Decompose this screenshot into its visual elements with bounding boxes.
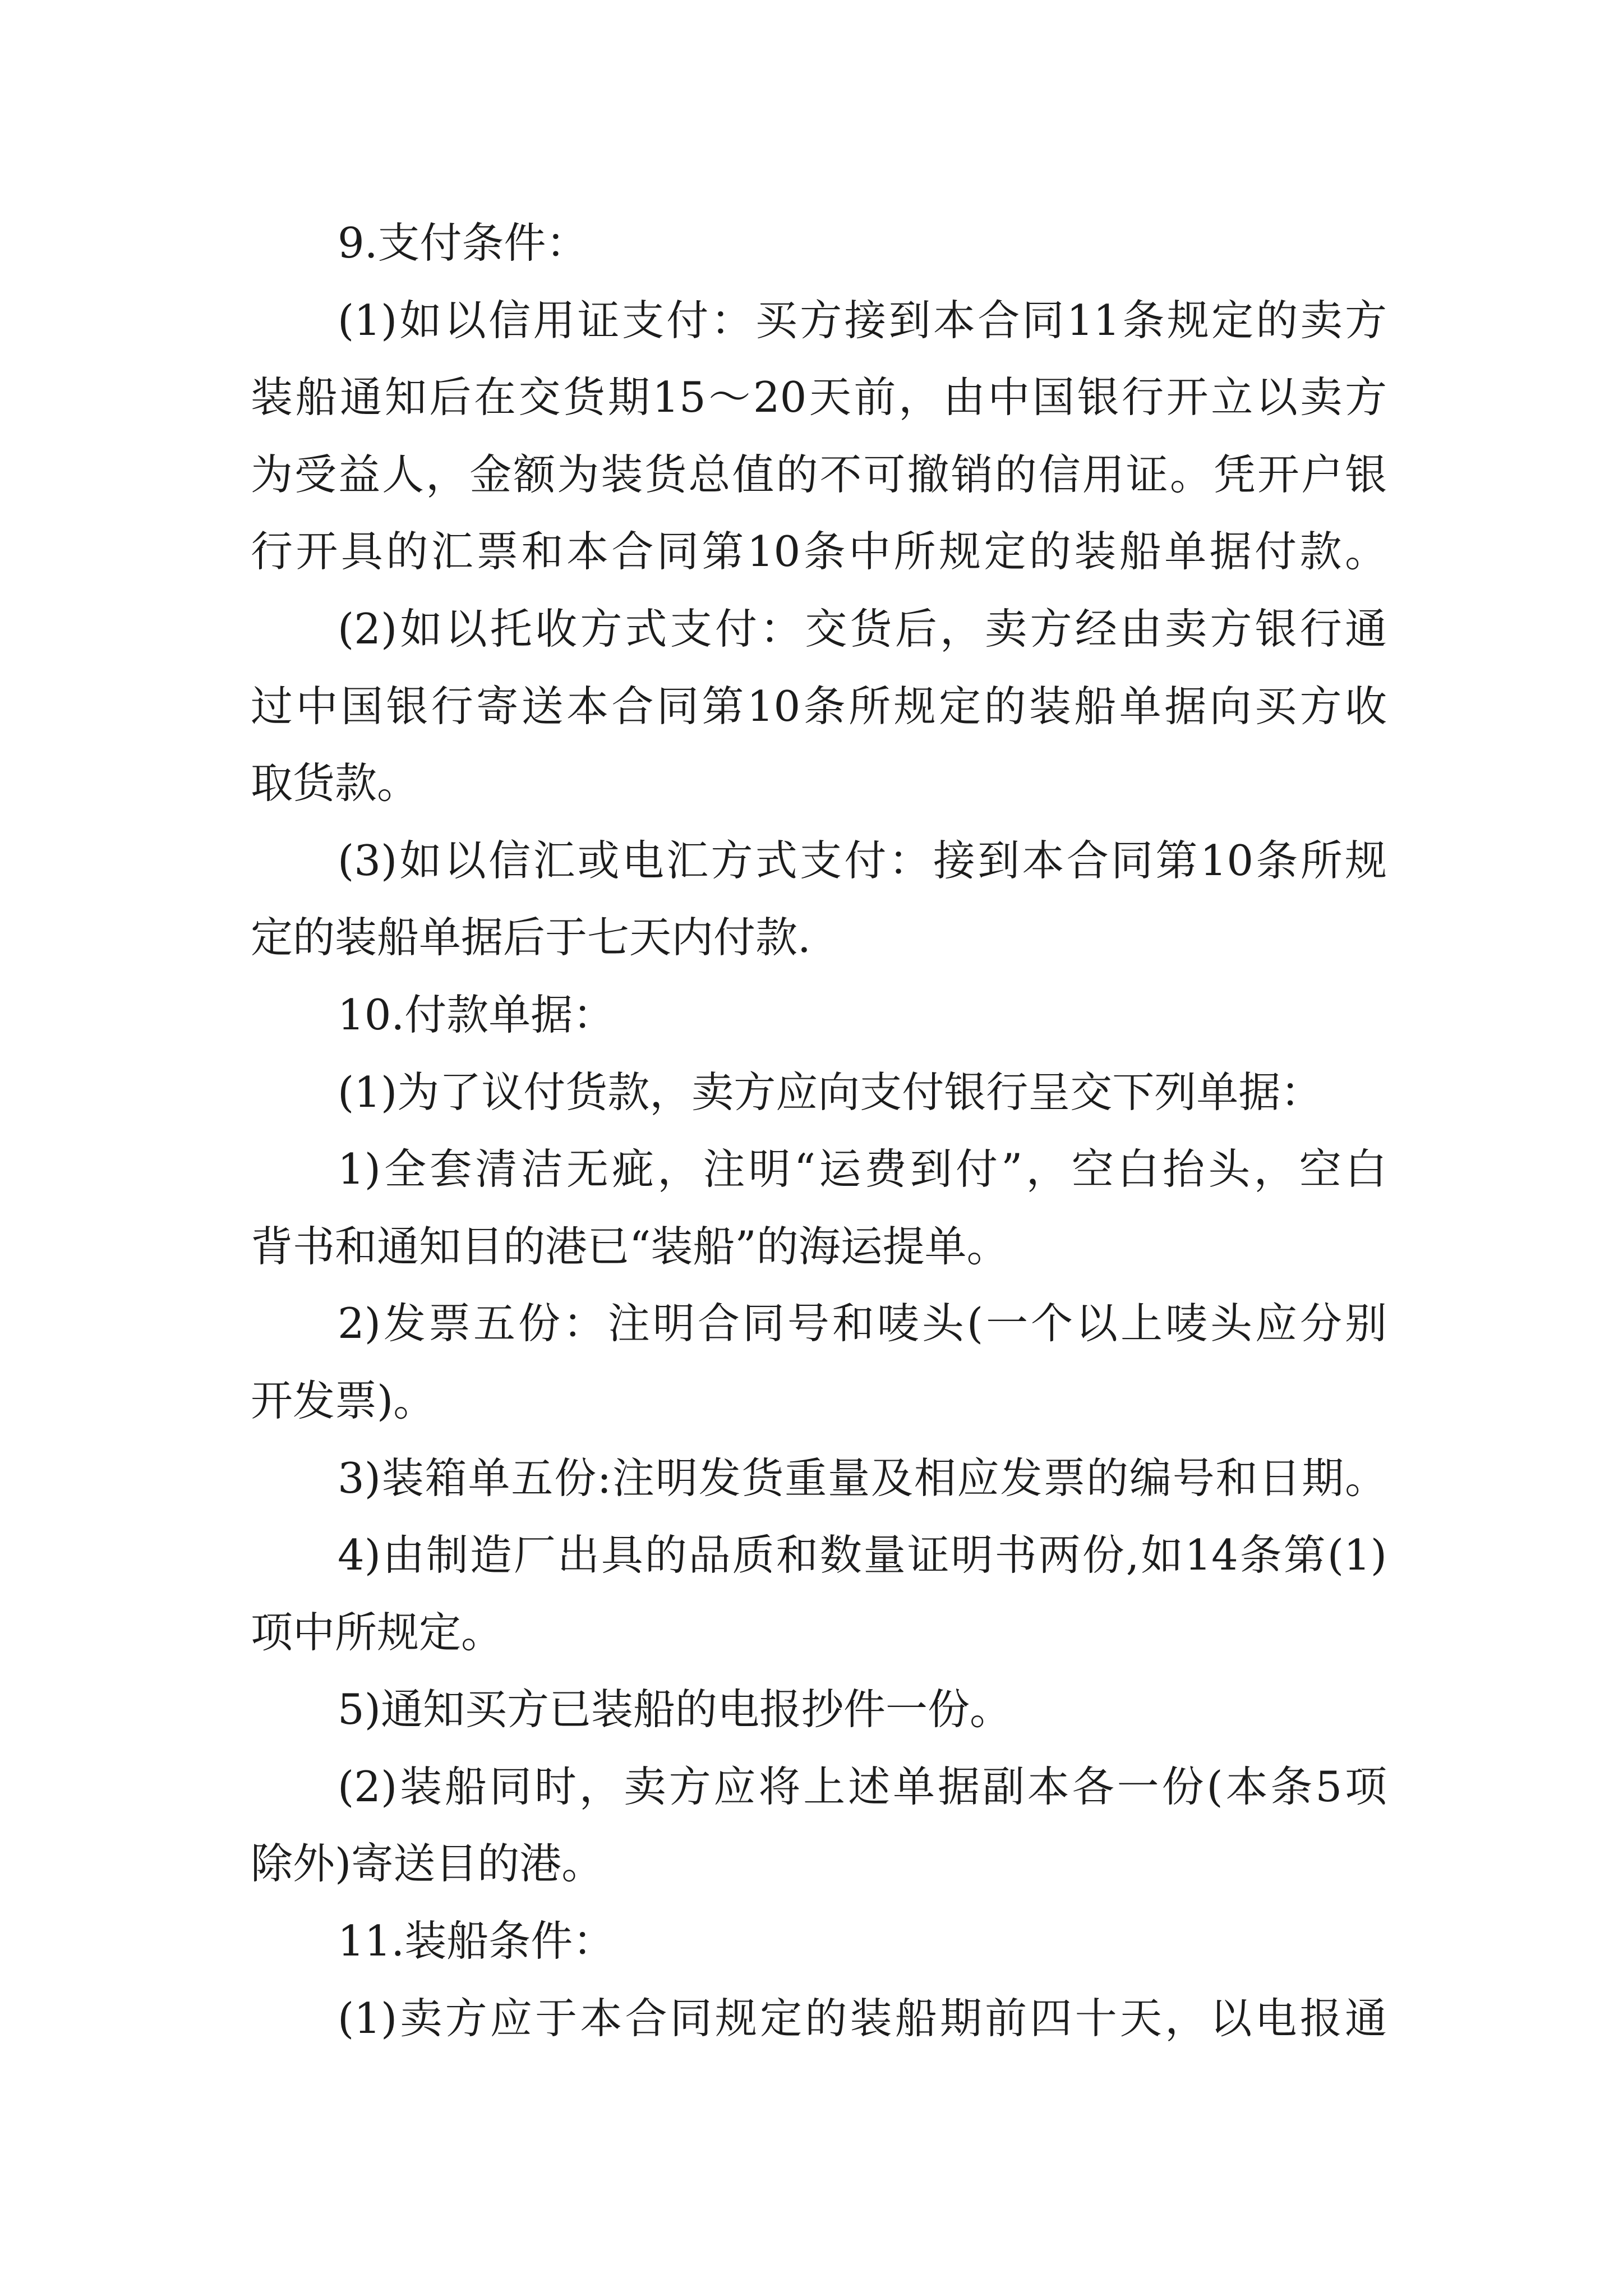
text-line: (1)如以信用证支付：买方接到本合同11条规定的卖方	[338, 295, 1387, 345]
text-line: 除外)寄送目的港。	[251, 1839, 604, 1889]
text-line: 项中所规定。	[251, 1607, 504, 1657]
section-heading	[251, 1903, 1387, 1980]
paragraph	[251, 1054, 1387, 1131]
text-line: 2)发票五份：注明合同号和唛头(一个以上唛头应分别	[338, 1299, 1387, 1349]
text-line: 4)由制造厂出具的品质和数量证明书两份,如14条第(1)	[338, 1530, 1387, 1580]
text-line: 3)装箱单五份:注明发货重量及相应发票的编号和日期。	[338, 1453, 1387, 1503]
text-line: 开发票)。	[251, 1375, 436, 1425]
text-line: 10.付款单据：	[338, 990, 615, 1039]
text-line: 为受益人，金额为装货总值的不可撤销的信用证。凭开户银	[251, 449, 1387, 499]
text-line: 背书和通知目的港已“装船”的海运提单。	[251, 1221, 1009, 1271]
text-line: (1)为了议付货款，卖方应向支付银行呈交下列单据：	[338, 1067, 1323, 1117]
list-item	[251, 1131, 1387, 1285]
list-item	[251, 1671, 1387, 1749]
paragraph	[251, 822, 1387, 977]
paragraph	[251, 282, 1387, 591]
list-item	[251, 1285, 1387, 1439]
text-line: 装船通知后在交货期15～20天前，由中国银行开立以卖方	[251, 372, 1387, 422]
text-line: 9.支付条件：	[338, 218, 588, 268]
text-line: 定的装船单据后于七天内付款.	[251, 913, 811, 963]
text-line: 11.装船条件：	[338, 1916, 615, 1966]
text-line: (3)如以信汇或电汇方式支付：接到本合同第10条所规	[338, 835, 1387, 885]
text-line: (2)装船同时，卖方应将上述单据副本各一份(本条5项	[338, 1761, 1387, 1811]
paragraph	[251, 1980, 1387, 2058]
list-item	[251, 1440, 1387, 1517]
paragraph	[251, 1749, 1387, 1903]
text-line: 取货款。	[251, 758, 419, 808]
text-line: (1)卖方应于本合同规定的装船期前四十天，以电报通	[338, 1993, 1387, 2043]
document-body	[251, 205, 1387, 2057]
text-line: (2)如以托收方式支付：交货后，卖方经由卖方银行通	[338, 604, 1387, 654]
text-line: 行开具的汇票和本合同第10条中所规定的装船单据付款。	[251, 527, 1387, 577]
text-line: 5)通知买方已装船的电报抄件一份。	[338, 1685, 1012, 1734]
section-heading	[251, 977, 1387, 1054]
text-line: 过中国银行寄送本合同第10条所规定的装船单据向买方收	[251, 681, 1387, 731]
paragraph	[251, 591, 1387, 822]
text-line: 1)全套清洁无疵，注明“运费到付”，空白抬头，空白	[338, 1144, 1387, 1194]
list-item	[251, 1517, 1387, 1671]
section-heading	[251, 205, 1387, 282]
